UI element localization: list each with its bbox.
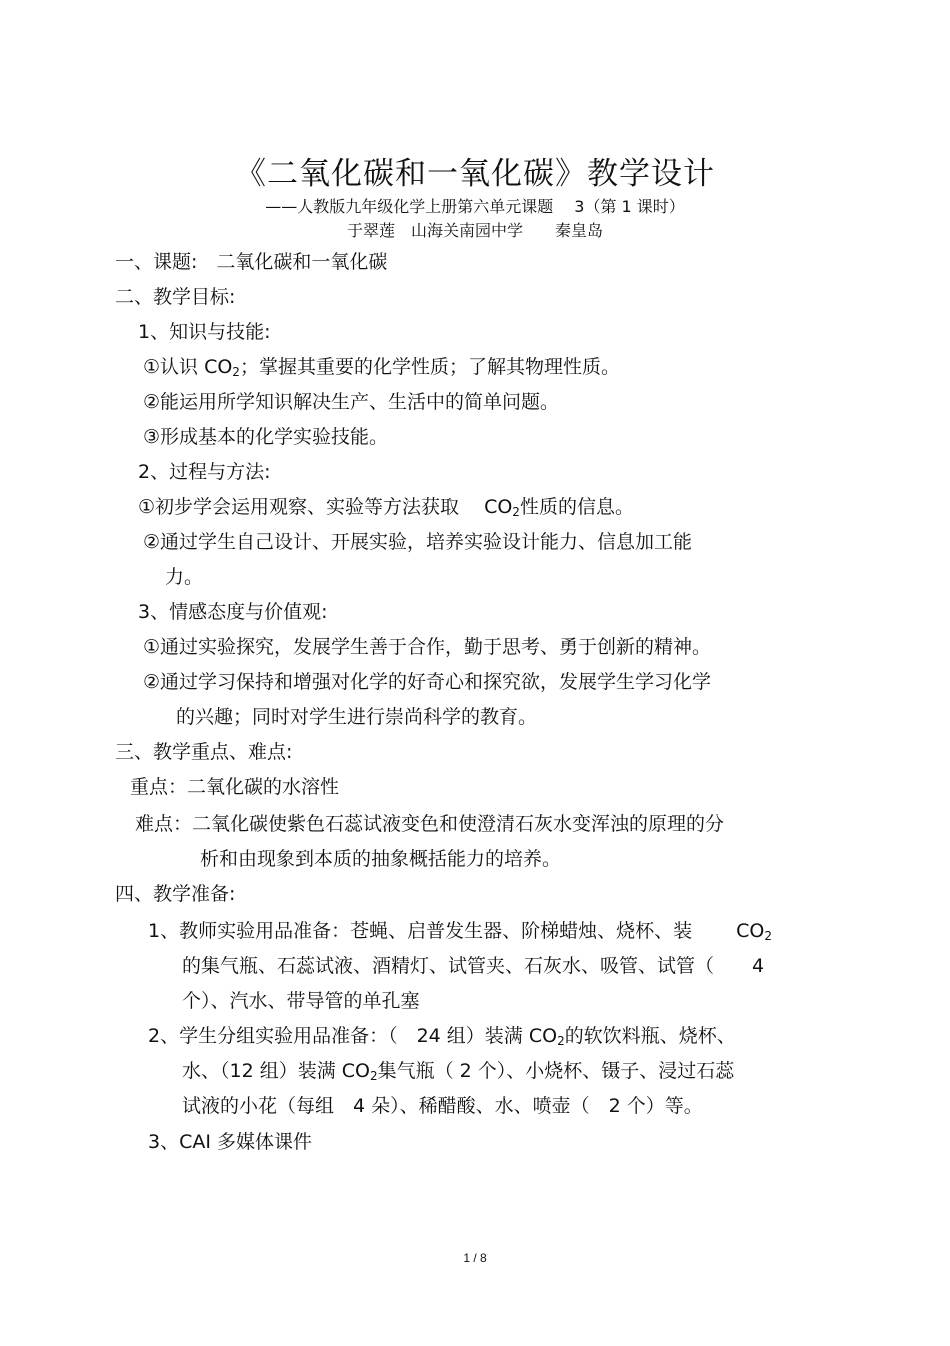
objective-knowledge-1: ①认识 $CO_2$；掌握其重要的化学性质；了解其物理性质。 [143,356,620,379]
key-point: 重点：二氧化碳的水溶性 [130,776,340,798]
section-objectives: 二、教学目标: [115,286,236,308]
objective-attitude-heading: 3、情感态度与价值观: [138,601,328,623]
section-topic: 一、课题: 二氧化碳和一氧化碳 [115,251,388,273]
objective-knowledge-3: ③形成基本的化学实验技能。 [143,426,389,448]
objective-process-1: ①初步学会运用观察、实验等方法获取 $CO_2$性质的信息。 [138,496,634,519]
prep-student-line2: 水、（12 组）装满 $CO_2$集气瓶（ 2 个）、小烧杯、镊子、浸过石蕊 [182,1060,735,1083]
objective-attitude-1: ①通过实验探究，发展学生善于合作，勤于思考、勇于创新的精神。 [143,636,712,658]
difficult-point-line2: 析和由现象到本质的抽象概括能力的培养。 [200,848,562,870]
document-subtitle-course: ——人教版九年级化学上册第六单元课题 3（第 1 课时） [265,197,685,216]
objective-process-heading: 2、过程与方法: [138,461,271,483]
prep-student-line3: 试液的小花（每组 4 朵）、稀醋酸、水、喷壶（ 2 个）等。 [182,1095,703,1117]
document-author-line: 于翠莲 山海关南园中学 秦皇岛 [346,221,603,240]
prep-teacher-line1: 1、教师实验用品准备：苍蝇、启普发生器、阶梯蜡烛、烧杯、装 $CO_2$ [148,920,772,943]
difficult-point-line1: 难点：二氧化碳使紫色石蕊试液变色和使澄清石灰水变浑浊的原理的分 [135,813,725,835]
document-title: 《二氧化碳和一氧化碳》教学设计 [235,156,715,192]
prep-multimedia: 3、CAI 多媒体课件 [148,1131,312,1153]
objective-process-2-line1: ②通过学生自己设计、开展实验，培养实验设计能力、信息加工能 [143,531,693,553]
prep-student-line1: 2、学生分组实验用品准备：（ 24 组）装满 $CO_2$的软饮料瓶、烧杯、 [148,1025,736,1048]
prep-teacher-line2: 的集气瓶、石蕊试液、酒精灯、试管夹、石灰水、吸管、试管（ 4 [182,955,765,977]
objective-knowledge-heading: 1、知识与技能: [138,321,271,343]
prep-teacher-line3: 个）、汽水、带导管的单孔塞 [182,990,420,1012]
page-number: 1 / 8 [463,1251,487,1265]
section-key-points: 三、教学重点、难点: [115,741,293,763]
objective-knowledge-2: ②能运用所学知识解决生产、生活中的简单问题。 [143,391,560,413]
section-preparation: 四、教学准备: [115,883,236,905]
objective-process-2-line2: 力。 [165,566,204,588]
objective-attitude-2-line2: 的兴趣；同时对学生进行崇尚科学的教育。 [176,706,538,728]
objective-attitude-2-line1: ②通过学习保持和增强对化学的好奇心和探究欲，发展学生学习化学 [143,671,712,693]
